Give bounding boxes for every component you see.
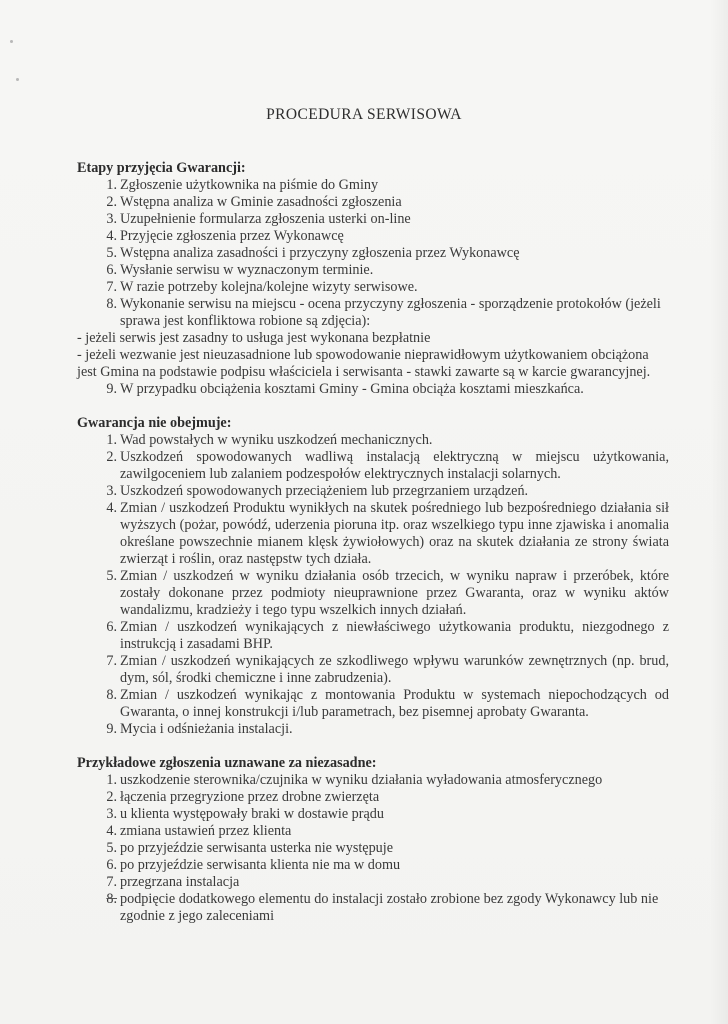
item-number: 1. [106,177,117,193]
list-item [77,823,669,840]
section-heading: Przykładowe zgłoszenia uznawane za niezasadne: [77,755,377,771]
item-number: 8. [106,891,117,907]
list-item [77,619,669,653]
section-warranty-stages [77,160,669,398]
item-number: 4. [106,228,117,244]
section-heading: Etapy przyjęcia Gwarancji: [77,160,246,176]
list-item [77,449,669,483]
section-heading: Gwarancja nie obejmuje: [77,415,232,431]
list-item [77,721,669,738]
item-number: 2. [106,789,117,805]
item-number: 9. [106,381,117,397]
item-number: 3. [106,806,117,822]
list-item [77,653,669,687]
item-text: Zgłoszenie użytkownika na piśmie do Gminy [120,177,379,193]
item-number: 7. [106,653,117,669]
item-number: 1. [106,432,117,448]
item-text: po przyjeździe serwisanta klienta nie ma w domu [120,857,401,873]
item-text: W przypadku obciążenia kosztami Gminy - Gmina obciąża kosztami mieszkańca. [120,381,584,397]
list-item [77,857,669,874]
item-number: 5. [106,840,117,856]
item-text: Zmian / uszkodzeń wynikających z niewłaściwego użytkowania produktu, niezgodnego z instrukcją i zasadami BHP. [120,619,669,652]
list-item [77,568,669,619]
item-text: uszkodzenie sterownika/czujnika w wyniku działania wyładowania atmosferycznego [120,772,603,788]
item-text: Mycia i odśnieżania instalacji. [120,721,293,737]
item-number: 7. [106,279,117,295]
item-text: po przyjeździe serwisanta usterka nie występuje [120,840,394,856]
item-text: Zmian / uszkodzeń wynikając z montowania Produktu w systemach niepochodzących od Gwaranta, o innej konstrukcji i/lub parametrach, bez pisemnej aprobaty Gwaranta. [120,687,669,720]
list-item [77,874,669,891]
unjustified-list [77,772,669,925]
item-text: Wysłanie serwisu w wyznaczonym terminie. [120,262,374,278]
item-text: W razie potrzeby kolejna/kolejne wizyty serwisowe. [120,279,418,295]
list-item [77,840,669,857]
page-edge-shadow [710,0,728,1024]
list-item [77,772,669,789]
item-text: Wstępna analiza w Gminie zasadności zgłoszenia [120,194,402,210]
item-number: 9. [106,721,117,737]
list-item [77,279,669,296]
list-item [77,177,669,194]
item-text: u klienta występowały braki w dostawie prądu [120,806,384,822]
list-item [77,194,669,211]
section-unjustified-reports [77,755,669,925]
item-number: 5. [106,568,117,584]
scan-speck [10,40,13,43]
item-number: 5. [106,245,117,261]
item-text: Zmian / uszkodzeń w wyniku działania osób trzecich, w wyniku napraw i przeróbek, które zostały dokonane przez podmioty nieuprawnione przez Gwaranta, oraz w wyniku aktów wandalizmu, kradzieży i tego typu wszelkich innych działań. [120,568,669,618]
list-item [77,432,669,449]
item-number: 3. [106,483,117,499]
item-text: podpięcie dodatkowego elementu do instalacji zostało zrobione bez zgody Wykonawcy lub nie zgodnie z jego zaleceniami [120,891,659,924]
item-number: 3. [106,211,117,227]
item-text: Wstępna analiza zasadności i przyczyny zgłoszenia przez Wykonawcę [120,245,520,261]
item-text: przegrzana instalacja [120,874,240,890]
list-item [77,789,669,806]
item-number: 2. [106,194,117,210]
item-text: Przyjęcie zgłoszenia przez Wykonawcę [120,228,344,244]
list-item [77,296,669,330]
item-text: Uszkodzeń spowodowanych wadliwą instalacją elektryczną w miejscu użytkowania, zawilgoceniem lub zalaniem podzespołów elektrycznych instalacji solarnych. [120,449,669,482]
item-number: 4. [106,500,117,516]
list-item [77,500,669,568]
stages-list-continued [77,381,669,398]
item-text: łączenia przegryzione przez drobne zwierzęta [120,789,380,805]
item-text: Wykonanie serwisu na miejscu - ocena przyczyny zgłoszenia - sporządzenie protokołów (jeżeli sprawa jest konfliktowa robione są zdjęcia): [120,296,661,329]
item-text: Uzupełnienie formularza zgłoszenia usterki on-line [120,211,411,227]
list-item [77,245,669,262]
list-item [77,228,669,245]
item-number: 6. [106,262,117,278]
item-number: 8. [106,296,117,312]
document-body [77,160,669,925]
exclusions-list [77,432,669,738]
list-item [77,891,669,925]
item-text: zmiana ustawień przez klienta [120,823,292,839]
item-number: 4. [106,823,117,839]
item-text: Zmian / uszkodzeń wynikających ze szkodliwego wpływu warunków zewnętrznych (np. brud, dym, sól, środki chemiczne i inne zabrudzenia). [120,653,669,686]
list-item [77,211,669,228]
item-text: Zmian / uszkodzeń Produktu wynikłych na skutek pośredniego lub bezpośredniego działania sił wyższych (pożar, powódź, uderzenia pioruna itp. oraz wszelkiego typu inne zjawiska i anomalia określane powszechnie mianem klęsk żywiołowych) oraz na skutek działania ze strony świata zwierząt i roślin, oraz następstw tych działa. [120,500,669,567]
stages-list [77,177,669,330]
item-number: 8. [106,687,117,703]
item-text: Uszkodzeń spowodowanych przeciążeniem lub przegrzaniem urządzeń. [120,483,529,499]
item-number: 6. [106,619,117,635]
section-warranty-exclusions [77,415,669,738]
list-item [77,687,669,721]
item-number: 7. [106,874,117,890]
conditional-note: - jeżeli serwis jest zasadny to usługa jest wykonana bezpłatnie [77,330,431,346]
list-item [77,483,669,500]
document-title: PROCEDURA SERWISOWA [266,106,462,123]
conditional-note: - jeżeli wezwanie jest nieuzasadnione lub spowodowanie nieprawidłowym użytkowaniem obciążona jest Gmina na podstawie podpisu właściciela i serwisanta - stawki zawarte są w karcie gwarancyjnej. [77,347,651,380]
scan-speck [16,78,19,81]
list-item [77,381,669,398]
item-text: Wad powstałych w wyniku uszkodzeń mechanicznych. [120,432,433,448]
list-item [77,806,669,823]
item-number: 1. [106,772,117,788]
list-item [77,262,669,279]
item-number: 6. [106,857,117,873]
item-number: 2. [106,449,117,465]
